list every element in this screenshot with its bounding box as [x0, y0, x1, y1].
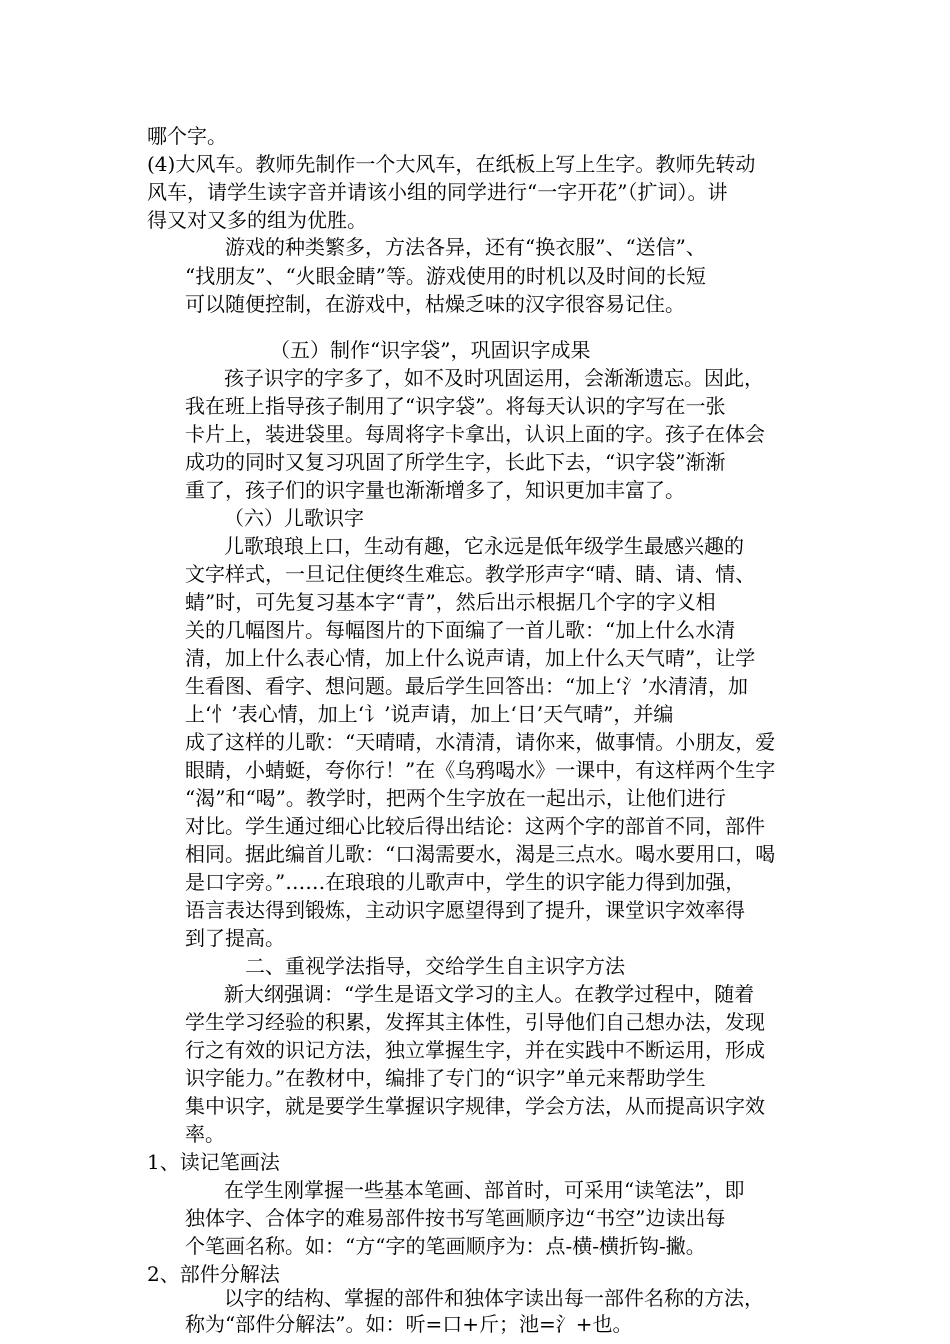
text-line: 我在班上指导孩子制用了“识字袋”。将每天认识的字写在一张	[185, 394, 726, 418]
text-line: 眼睛，小蜻蜓，夸你行！”在《乌鸦喝水》一课中，有这样两个生字	[185, 758, 776, 782]
text-line: 重了，孩子们的识字量也渐渐增多了，知识更加丰富了。	[185, 478, 685, 502]
section-heading: （五）制作“识字袋”，巩固识字成果	[270, 338, 591, 362]
text-line: 独体字、合体字的难易部件按书写笔画顺序边“书空”边读出每	[185, 1206, 726, 1230]
text-line: 对比。学生通过细心比较后得出结论：这两个字的部首不同，部件	[185, 814, 765, 838]
text-line: 个笔画名称。如：“方“字的笔画顺序为：点-横-横折钩-撇。	[185, 1234, 706, 1258]
text-line: 是口字旁。”……在琅琅的儿歌声中，学生的识字能力得到加强，	[185, 870, 746, 894]
subsection-heading: 1、读记笔画法	[147, 1150, 280, 1174]
text-line: 得又对又多的组为优胜。	[147, 208, 367, 232]
text-line: 在学生刚掌握一些基本笔画、部首时，可采用“读笔法”，即	[224, 1178, 745, 1202]
text-line: 风车，请学生读字音并请该小组的同学进行“一字开花”（扩词）。讲	[147, 180, 728, 204]
text-line: 蜻”时，可先复习基本字“青”，然后出示根据几个字的字义相	[185, 590, 716, 614]
text-line: 到了提高。	[185, 926, 285, 950]
text-line: 以字的结构、掌握的部件和独体字读出每一部件名称的方法，	[224, 1286, 764, 1310]
text-line: 上‘忄’表心情，加上‘讠’说声请，加上‘日’天气晴”，并编	[185, 702, 674, 726]
section-heading: 二、重视学法指导，交给学生自主识字方法	[245, 954, 625, 978]
text-line: 文字样式，一旦记住便终生难忘。教学形声字“晴、睛、请、情、	[185, 562, 756, 586]
text-line: 孩子识字的字多了，如不及时巩固运用，会渐渐遗忘。因此，	[224, 366, 764, 390]
text-line: 卡片上，装进袋里。每周将字卡拿出，认识上面的字。孩子在体会	[185, 422, 765, 446]
text-line: 成功的同时又复习巩固了所学生字，长此下去，“识字袋”渐渐	[185, 450, 726, 474]
text-line: 行之有效的识记方法，独立掌握生字，并在实践中不断运用，形成	[185, 1038, 765, 1062]
text-line: 生看图、看字、想问题。最后学生回答出：“加上‘氵’水清清，加	[185, 674, 748, 698]
text-line: (4)大风车。教师先制作一个大风车，在纸板上写上生字。教师先转动	[147, 152, 756, 176]
section-heading: （六）儿歌识字	[224, 506, 364, 530]
text-line: 语言表达得到锻炼，主动识字愿望得到了提升，课堂识字效率得	[185, 898, 745, 922]
text-line: 游戏的种类繁多，方法各异，还有“换衣服”、“送信”、	[225, 235, 706, 259]
text-line: 称为“部件分解法”。如：听=口+斤；池=氵+也。	[185, 1312, 633, 1336]
text-line: 学生学习经验的积累，发挥其主体性，引导他们自己想办法，发现	[185, 1010, 765, 1034]
text-line: 成了这样的儿歌：“天晴晴，水清清，请你来，做事情。小朋友，爱	[185, 730, 776, 754]
text-line: “渴”和“喝”。教学时，把两个生字放在一起出示，让他们进行	[185, 786, 726, 810]
text-line: 率。	[185, 1122, 225, 1146]
text-line: 关的几幅图片。每幅图片的下面编了一首儿歌：“加上什么水清	[185, 618, 736, 642]
text-line: 集中识字，就是要学生掌握识字规律，学会方法，从而提高识字效	[185, 1094, 765, 1118]
subsection-heading: 2、部件分解法	[147, 1262, 280, 1286]
text-line: 儿歌琅琅上口，生动有趣，它永远是低年级学生最感兴趣的	[224, 534, 744, 558]
text-line: 清，加上什么表心情，加上什么说声请，加上什么天气晴”，让学	[185, 646, 756, 670]
text-line: “找朋友”、“火眼金睛”等。游戏使用的时机以及时间的长短	[185, 264, 706, 288]
text-line: 哪个字。	[147, 124, 227, 148]
text-line: 可以随便控制，在游戏中，枯燥乏味的汉字很容易记住。	[185, 292, 685, 316]
text-line: 相同。据此编首儿歌：“口渴需要水，渴是三点水。喝水要用口，喝	[185, 842, 776, 866]
text-line: 新大纲强调：“学生是语文学习的主人。在教学过程中，随着	[224, 982, 755, 1006]
text-line: 识字能力。”在教材中，编排了专门的“识字”单元来帮助学生	[185, 1066, 706, 1090]
